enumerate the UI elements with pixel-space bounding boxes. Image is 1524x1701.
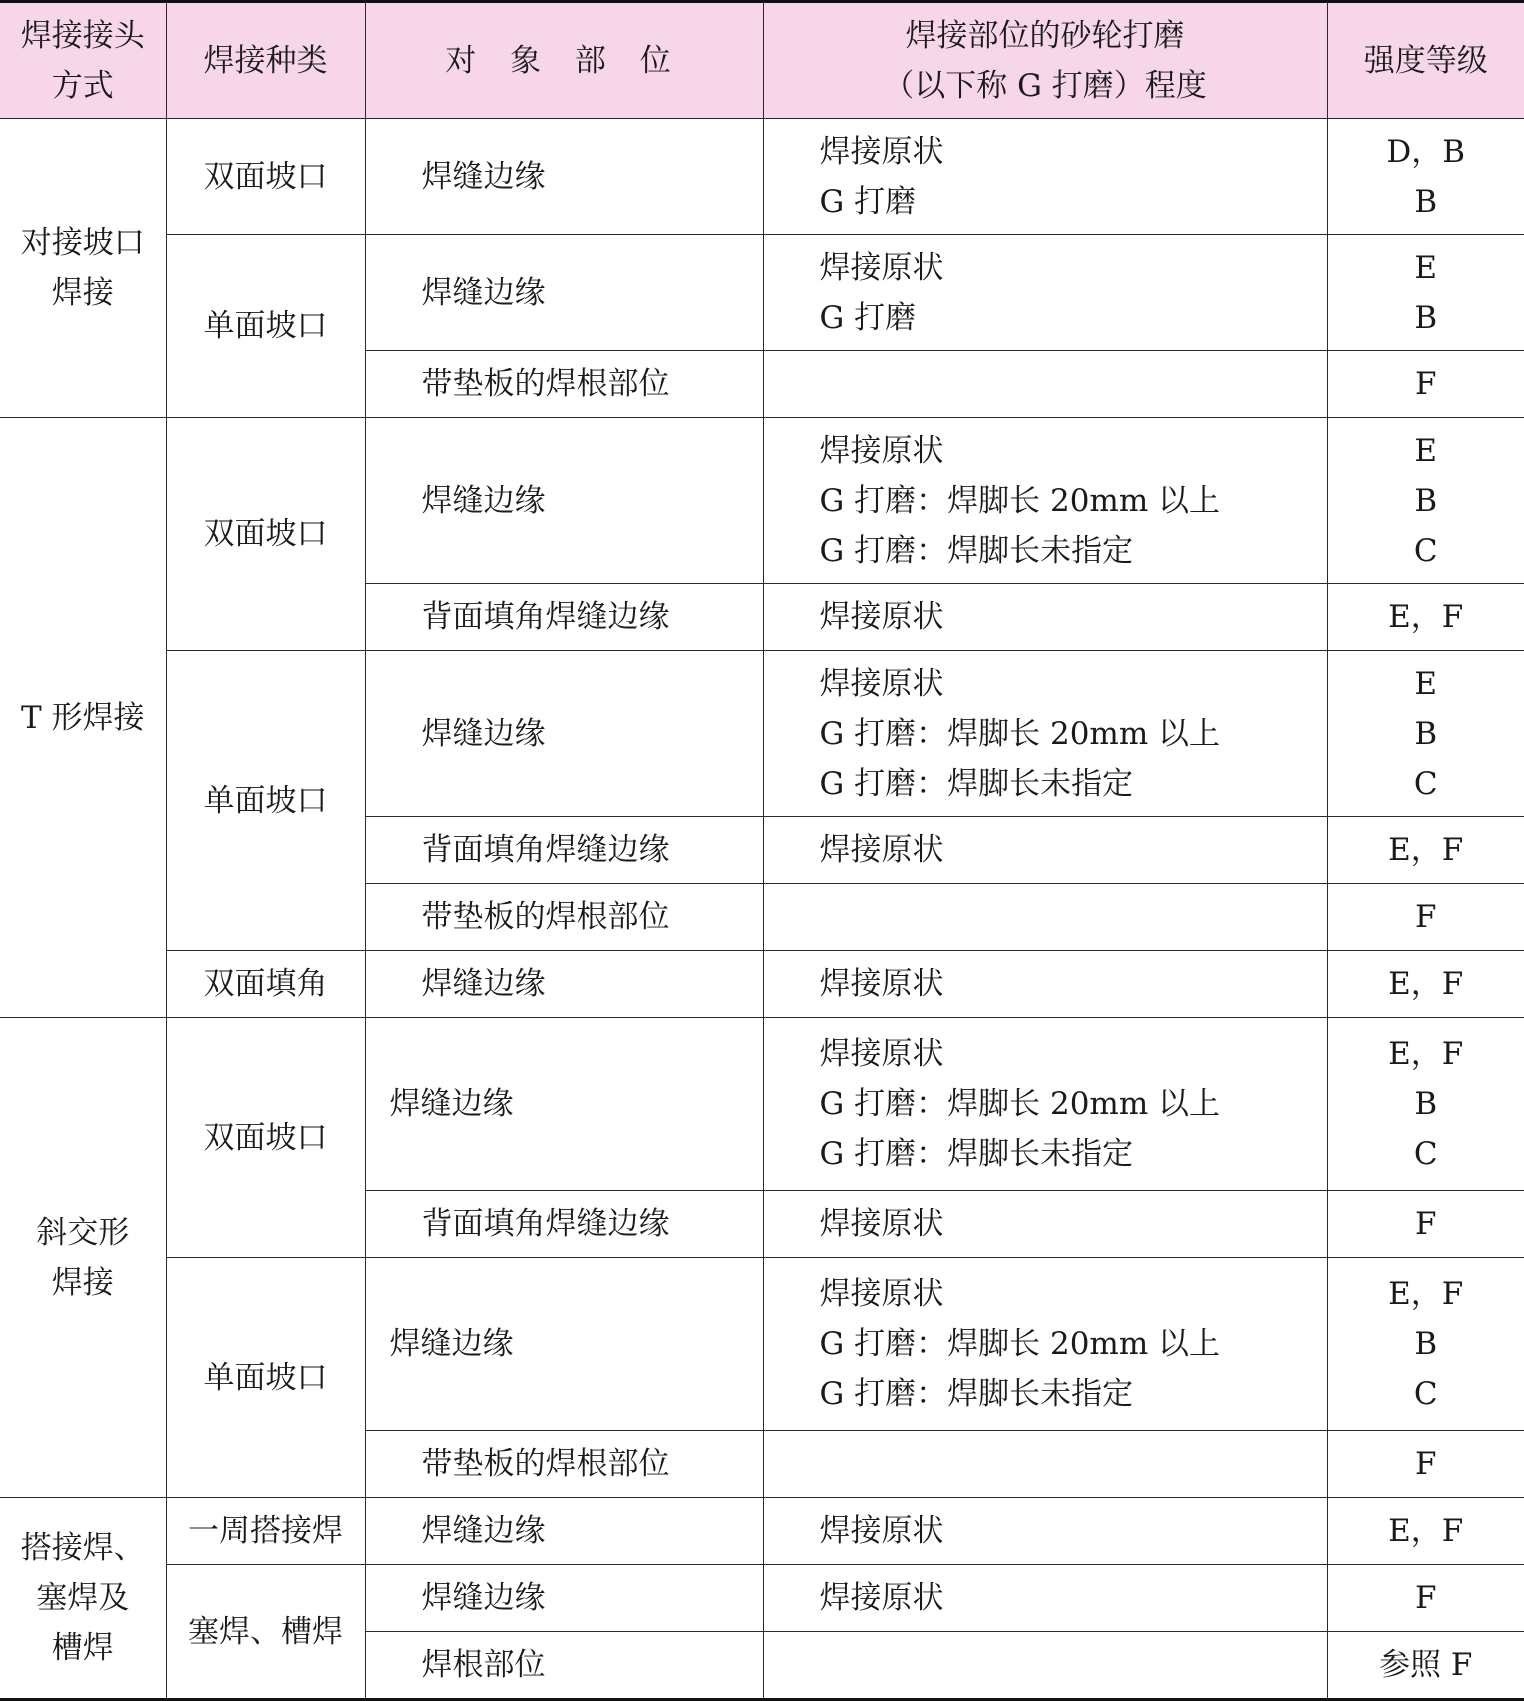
degree-cell: 焊接原状 [763,951,1327,1018]
degree-cell [763,119,1327,235]
grade-line: B [1328,709,1524,759]
kind-cell: 双面坡口 [166,1018,365,1258]
degree-line: G 打磨 [820,293,1327,343]
group-tee: T 形焊接 [0,418,166,1018]
table-row [0,651,1524,817]
degree-cell-empty [763,351,1327,418]
part-cell: 背面填角焊缝边缘 [365,1191,763,1258]
degree-cell: 焊接原状 [763,1565,1327,1632]
kind-cell: 双面坡口 [166,418,365,651]
group-lap [0,1498,166,1700]
grade-cell: E，F [1327,951,1524,1018]
table-row [0,119,1524,235]
header-grind-degree [763,2,1327,119]
grade-cell [1327,235,1524,351]
grade-line: B [1328,293,1524,343]
degree-line: 焊接原状 [820,243,1327,293]
part-cell: 背面填角焊缝边缘 [365,584,763,651]
degree-cell [763,1258,1327,1431]
degree-cell-empty [763,1431,1327,1498]
group-lap-line2: 塞焊及 [0,1573,166,1623]
table-row [0,951,1524,1018]
degree-cell [763,1018,1327,1191]
grade-cell: 参照 F [1327,1632,1524,1700]
grade-cell [1327,1018,1524,1191]
part-cell: 带垫板的焊根部位 [365,1431,763,1498]
degree-line: G 打磨：焊脚长 20mm 以上 [820,1079,1327,1129]
degree-cell: 焊接原状 [763,1498,1327,1565]
grade-line: C [1328,1369,1524,1419]
table-row [0,1565,1524,1632]
header-row [0,2,1524,119]
header-weld-kind: 焊接种类 [166,2,365,119]
grade-line: C [1328,759,1524,809]
part-cell: 焊缝边缘 [365,418,763,584]
grade-line: C [1328,526,1524,576]
group-oblique [0,1018,166,1498]
degree-line: G 打磨：焊脚长未指定 [820,1369,1327,1419]
degree-line: G 打磨：焊脚长 20mm 以上 [820,476,1327,526]
degree-cell: 焊接原状 [763,817,1327,884]
header-joint-type-line2: 方式 [0,61,166,111]
kind-cell: 单面坡口 [166,651,365,951]
grade-line: E，F [1328,1029,1524,1079]
degree-line: 焊接原状 [820,1029,1327,1079]
part-cell: 焊缝边缘 [365,1498,763,1565]
group-lap-line1: 搭接焊、 [0,1523,166,1573]
part-cell: 焊根部位 [365,1632,763,1700]
table-row [0,1498,1524,1565]
degree-cell [763,418,1327,584]
grade-cell [1327,418,1524,584]
kind-cell: 双面坡口 [166,119,365,235]
grade-cell: F [1327,1191,1524,1258]
grade-line: E [1328,243,1524,293]
kind-cell: 一周搭接焊 [166,1498,365,1565]
degree-line: 焊接原状 [820,659,1327,709]
grade-line: B [1328,476,1524,526]
grade-line: E，F [1328,1269,1524,1319]
degree-line: 焊接原状 [820,127,1327,177]
header-grind-degree-line2: （以下称 G 打磨）程度 [764,61,1327,111]
group-lap-line3: 槽焊 [0,1623,166,1673]
degree-line: G 打磨：焊脚长未指定 [820,526,1327,576]
header-target-part: 对 象 部 位 [365,2,763,119]
header-joint-type [0,2,166,119]
grade-cell: F [1327,1431,1524,1498]
grade-line: E [1328,426,1524,476]
grade-line: D，B [1328,127,1524,177]
part-cell: 焊缝边缘 [365,1018,763,1191]
part-cell: 焊缝边缘 [365,1258,763,1431]
grade-cell: E，F [1327,1498,1524,1565]
degree-cell-empty [763,1632,1327,1700]
grade-cell [1327,1258,1524,1431]
part-cell: 焊缝边缘 [365,235,763,351]
degree-cell: 焊接原状 [763,1191,1327,1258]
part-cell: 焊缝边缘 [365,1565,763,1632]
header-grind-degree-line1: 焊接部位的砂轮打磨 [764,11,1327,61]
degree-line: 焊接原状 [820,1269,1327,1319]
grade-line: E [1328,659,1524,709]
part-cell: 焊缝边缘 [365,651,763,817]
grade-cell: E，F [1327,817,1524,884]
part-cell: 焊缝边缘 [365,951,763,1018]
part-cell: 带垫板的焊根部位 [365,351,763,418]
kind-cell: 单面坡口 [166,235,365,418]
table-row [0,1258,1524,1431]
table-row [0,235,1524,351]
grade-line: B [1328,1319,1524,1369]
table-row [0,1018,1524,1191]
grade-cell: E，F [1327,584,1524,651]
group-butt [0,119,166,418]
degree-cell: 焊接原状 [763,584,1327,651]
degree-line: G 打磨：焊脚长未指定 [820,1129,1327,1179]
header-joint-type-line1: 焊接接头 [0,11,166,61]
grade-line: B [1328,1079,1524,1129]
degree-line: G 打磨：焊脚长 20mm 以上 [820,1319,1327,1369]
degree-cell [763,235,1327,351]
part-cell: 背面填角焊缝边缘 [365,817,763,884]
grade-cell: F [1327,351,1524,418]
group-butt-line1: 对接坡口 [0,218,166,268]
grade-line: B [1328,177,1524,227]
part-cell: 带垫板的焊根部位 [365,884,763,951]
grade-cell: F [1327,884,1524,951]
degree-line: 焊接原状 [820,426,1327,476]
grade-line: C [1328,1129,1524,1179]
kind-cell: 塞焊、槽焊 [166,1565,365,1700]
table-row [0,418,1524,584]
degree-line: G 打磨：焊脚长 20mm 以上 [820,709,1327,759]
group-oblique-line2: 焊接 [0,1258,166,1308]
degree-cell [763,651,1327,817]
grade-cell [1327,119,1524,235]
grade-cell [1327,651,1524,817]
kind-cell: 双面填角 [166,951,365,1018]
kind-cell: 单面坡口 [166,1258,365,1498]
degree-line: G 打磨 [820,177,1327,227]
part-cell: 焊缝边缘 [365,119,763,235]
degree-line: G 打磨：焊脚长未指定 [820,759,1327,809]
degree-cell-empty [763,884,1327,951]
group-butt-line2: 焊接 [0,268,166,318]
grade-cell: F [1327,1565,1524,1632]
header-strength-grade: 强度等级 [1327,2,1524,119]
group-oblique-line1: 斜交形 [0,1208,166,1258]
